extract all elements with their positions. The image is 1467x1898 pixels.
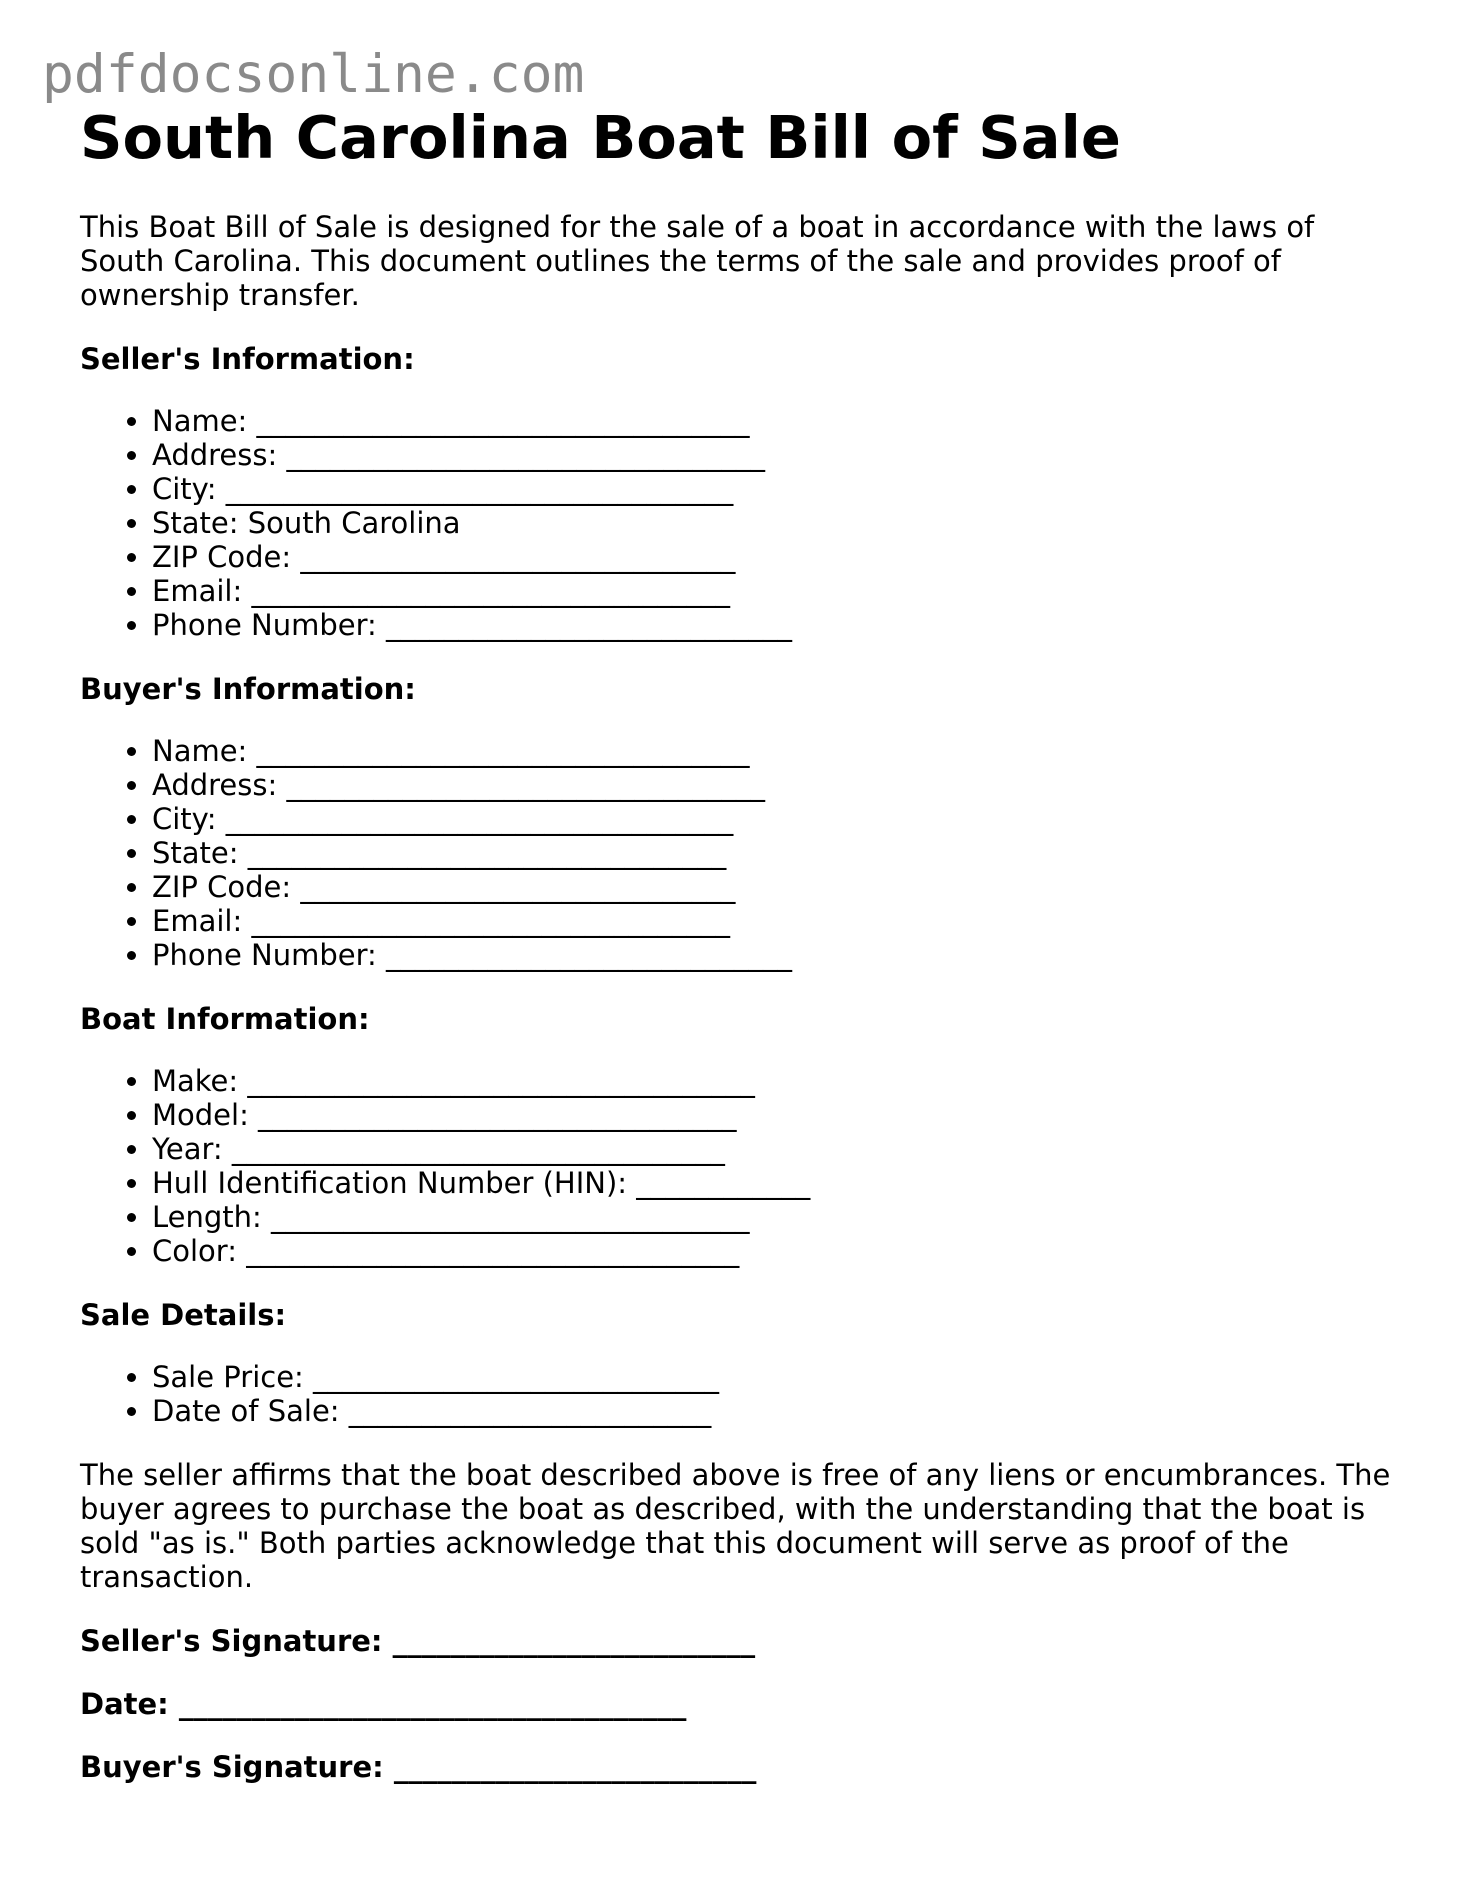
buyer-email-field[interactable]: • Email: _________________________________ [152,904,1400,938]
buyer-zip-field[interactable]: • ZIP Code: ______________________________ [152,870,1400,904]
seller-name-field[interactable]: • Name: __________________________________ [152,404,1400,438]
seller-address-field[interactable]: • Address: _________________________________ [152,438,1400,472]
seller-state-field: • State: South Carolina [152,506,1400,540]
closing-paragraph: The seller affirms that the boat described above is free of any liens or encumbrances. The buyer agrees to purchase the boat as described, with the understanding that the boat is sold "as is." Both parties acknowledge that this document will serve as proof of the transaction. [80,1458,1391,1594]
buyer-field-list [80,734,1400,972]
boat-hin-field[interactable]: • Hull Identification Number (HIN): ____________ [152,1166,1400,1200]
seller-field-list [80,404,1400,642]
boat-color-field[interactable]: • Color: __________________________________ [152,1234,1400,1268]
seller-zip-field[interactable]: • ZIP Code: ______________________________ [152,540,1400,574]
sale-price-field[interactable]: • Sale Price: ____________________________ [152,1360,1400,1394]
seller-email-field[interactable]: • Email: _________________________________ [152,574,1400,608]
signature-date-line[interactable]: Date: ___________________________________ [80,1687,687,1721]
buyer-section-heading: Buyer's Information: [80,672,416,706]
seller-phone-field[interactable]: • Phone Number: ____________________________ [152,608,1400,642]
buyer-city-field[interactable]: • City: ___________________________________ [152,802,1400,836]
document-title: South Carolina Boat Bill of Sale [80,103,1121,172]
seller-city-field[interactable]: • City: ___________________________________ [152,472,1400,506]
boat-model-field[interactable]: • Model: _________________________________ [152,1098,1400,1132]
watermark: pdfdocsonline.com [42,44,585,105]
buyer-address-field[interactable]: • Address: _________________________________ [152,768,1400,802]
document-body [80,100,1400,1784]
boat-length-field[interactable]: • Length: _________________________________ [152,1200,1400,1234]
sale-date-field[interactable]: • Date of Sale: _________________________ [152,1394,1400,1428]
sale-section-heading: Sale Details: [80,1298,287,1332]
buyer-signature-line[interactable]: Buyer's Signature: _________________________ [80,1750,757,1784]
boat-make-field[interactable]: • Make: ___________________________________ [152,1064,1400,1098]
boat-year-field[interactable]: • Year: __________________________________ [152,1132,1400,1166]
boat-field-list [80,1064,1400,1268]
buyer-name-field[interactable]: • Name: __________________________________ [152,734,1400,768]
seller-signature-line[interactable]: Seller's Signature: _________________________ [80,1624,756,1658]
intro-paragraph: This Boat Bill of Sale is designed for the sale of a boat in accordance with the laws of South Carolina. This document outlines the terms of the sale and provides proof of ownership transfer. [80,210,1315,312]
buyer-phone-field[interactable]: • Phone Number: ____________________________ [152,938,1400,972]
sale-field-list [80,1360,1400,1428]
seller-section-heading: Seller's Information: [80,342,415,376]
buyer-state-field[interactable]: • State: _________________________________ [152,836,1400,870]
boat-section-heading: Boat Information: [80,1002,370,1036]
